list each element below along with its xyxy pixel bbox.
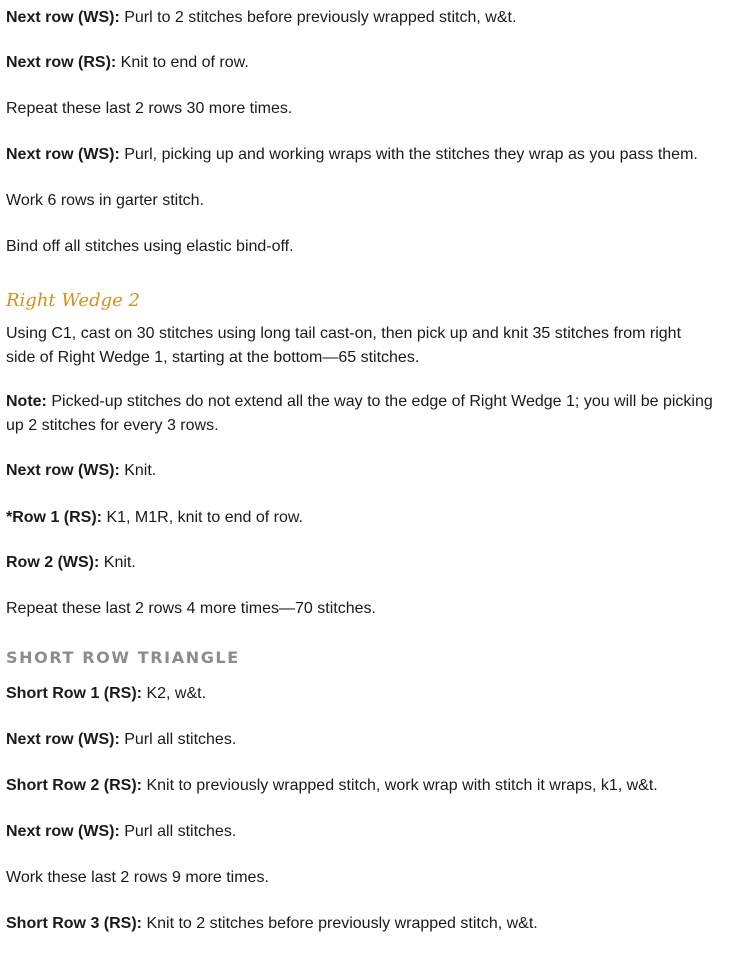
instruction-next-row-ws-purl-2 [6, 820, 236, 844]
paragraph-cast-on-line-1: Using C1, cast on 30 stitches using long tail cast-on, then pick up and knit 35 stitches from right [6, 325, 682, 342]
instruction-label: Next row (WS): [6, 462, 120, 479]
instruction-text: K1, M1R, knit to end of row. [102, 509, 303, 526]
note-line-1 [6, 390, 713, 414]
instruction-next-row-ws-purl-1 [6, 728, 236, 752]
instruction-next-row-rs [6, 51, 249, 75]
instruction-next-row-ws-1 [6, 6, 516, 30]
instruction-short-row-2 [6, 774, 658, 798]
instruction-row-1-rs [6, 506, 303, 530]
section-subheading-short-row-triangle: SHORT ROW TRIANGLE [6, 648, 240, 667]
instruction-label: Next row (WS): [6, 9, 120, 26]
instruction-repeat-9 [6, 866, 269, 890]
instruction-garter [6, 189, 204, 213]
instruction-text: Work 6 rows in garter stitch. [6, 192, 204, 209]
instruction-text: Knit. [119, 462, 157, 479]
instruction-text: Purl all stitches. [119, 823, 237, 840]
instruction-label: Next row (WS): [6, 146, 120, 163]
instruction-repeat-4 [6, 597, 376, 621]
instruction-text: Knit to previously wrapped stitch, work wrap with stitch it wraps, k1, w&t. [142, 777, 658, 794]
instruction-next-row-ws-2 [6, 143, 698, 167]
note-line-2: up 2 stitches for every 3 rows. [6, 417, 219, 434]
instruction-row-2-ws [6, 551, 136, 575]
instruction-text: Knit to end of row. [116, 54, 249, 71]
instruction-short-row-3 [6, 912, 538, 936]
instruction-text: Purl to 2 stitches before previously wrapped stitch, w&t. [119, 9, 517, 26]
instruction-label: Short Row 1 (RS): [6, 685, 142, 702]
instruction-next-row-ws-knit [6, 459, 156, 483]
note-label: Note: [6, 393, 47, 410]
instruction-short-row-1 [6, 682, 206, 706]
instruction-label: Short Row 3 (RS): [6, 915, 142, 932]
instruction-bind-off [6, 235, 294, 259]
instruction-label: Next row (RS): [6, 54, 117, 71]
instruction-text: Knit to 2 stitches before previously wrapped stitch, w&t. [142, 915, 538, 932]
instruction-text: Repeat these last 2 rows 30 more times. [6, 100, 293, 117]
instruction-text: Purl, picking up and working wraps with the stitches they wrap as you pass them. [119, 146, 698, 163]
instruction-label: Next row (WS): [6, 731, 120, 748]
note-text: Picked-up stitches do not extend all the way to the edge of Right Wedge 1; you will be picking [46, 393, 713, 410]
instruction-repeat-30 [6, 97, 292, 121]
section-heading-right-wedge-2: Right Wedge 2 [6, 290, 140, 311]
instruction-label: Row 2 (WS): [6, 554, 100, 571]
instruction-label: Next row (WS): [6, 823, 120, 840]
instruction-text: Repeat these last 2 rows 4 more times—70 stitches. [6, 600, 376, 617]
instruction-text: Knit. [99, 554, 136, 571]
instruction-text: Purl all stitches. [119, 731, 237, 748]
instruction-text: Work these last 2 rows 9 more times. [6, 869, 269, 886]
instruction-text: K2, w&t. [142, 685, 207, 702]
instruction-text: Bind off all stitches using elastic bind-off. [6, 238, 294, 255]
instruction-label: Short Row 2 (RS): [6, 777, 142, 794]
instruction-label: *Row 1 (RS): [6, 509, 102, 526]
paragraph-cast-on-line-2: side of Right Wedge 1, starting at the bottom—65 stitches. [6, 349, 420, 366]
